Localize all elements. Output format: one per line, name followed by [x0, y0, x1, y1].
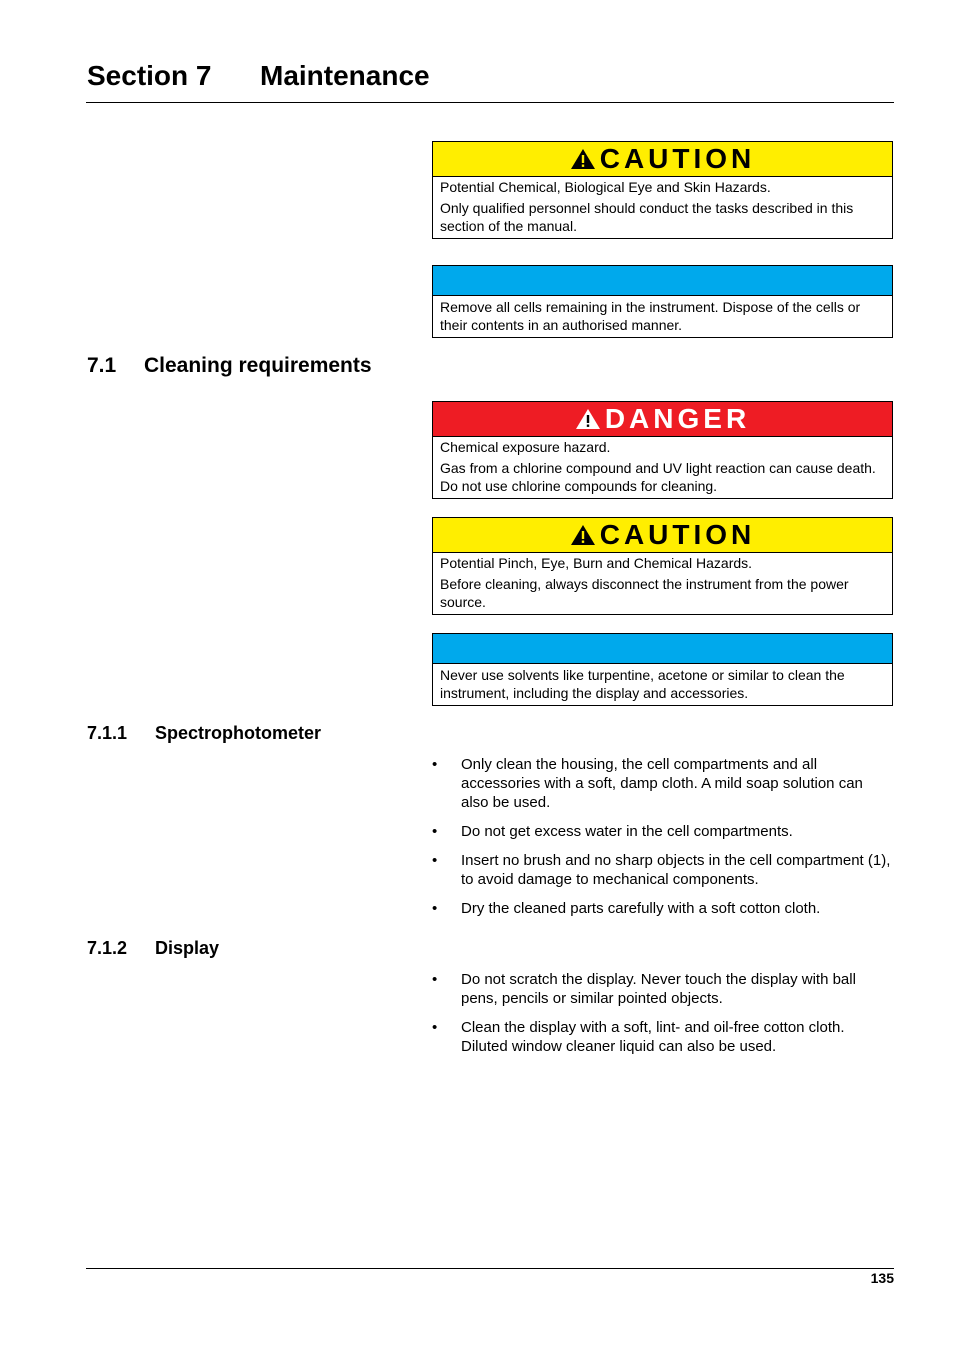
caution-box-cleaning: [432, 517, 893, 615]
header-rule: [86, 102, 894, 103]
list-item: • Do not scratch the display. Never touch the display with ball pens, pencils or similar pointed objects.: [432, 971, 856, 1007]
caution-box-general: [432, 141, 893, 239]
section-name: Maintenance: [260, 60, 430, 91]
notice-box-cells: [432, 265, 893, 338]
danger-hazard: Chemical exposure hazard.: [440, 439, 611, 455]
caution-header: [433, 518, 892, 553]
warning-triangle-icon: [570, 148, 596, 170]
caution-header: [433, 142, 892, 177]
display-bullet-list: [432, 970, 894, 1066]
footer-rule: [86, 1268, 894, 1269]
warning-triangle-icon: [575, 408, 601, 430]
list-item: • Dry the cleaned parts carefully with a soft cotton cloth.: [432, 900, 821, 917]
danger-header: [433, 402, 892, 437]
page-title: [87, 60, 430, 92]
danger-box-chlorine: [432, 401, 893, 499]
page-number: 135: [870, 1270, 894, 1286]
warning-triangle-icon: [570, 524, 596, 546]
list-item: • Do not get excess water in the cell compartments.: [432, 823, 793, 840]
caution-instruction: Before cleaning, always disconnect the instrument from the power source.: [440, 576, 849, 610]
caution-instruction: Only qualified personnel should conduct the tasks described in this section of the manual.: [440, 200, 854, 234]
heading-spectrophotometer: 7.1.1 Spectrophotometer: [87, 723, 322, 743]
spectro-bullet-list: [432, 755, 894, 928]
danger-instruction: Gas from a chlorine compound and UV light reaction can cause death. Do not use chlorine compounds for cleaning.: [440, 460, 876, 494]
heading-cleaning-requirements: 7.1 Cleaning requirements: [87, 354, 372, 377]
caution-signal-word: CAUTION: [599, 143, 756, 174]
danger-signal-word: DANGER: [604, 403, 751, 434]
caution-hazard: Potential Chemical, Biological Eye and Skin Hazards.: [440, 179, 771, 195]
list-item: • Only clean the housing, the cell compartments and all accessories with a soft, damp cloth. A mild soap solution can also be used.: [432, 756, 863, 811]
list-item: • Clean the display with a soft, lint- and oil-free cotton cloth. Diluted window cleaner liquid can also be used.: [432, 1019, 845, 1055]
notice-header: [433, 634, 892, 664]
notice-box-solvents: [432, 633, 893, 706]
caution-signal-word: CAUTION: [599, 519, 756, 550]
list-item: • Insert no brush and no sharp objects in the cell compartment (1), to avoid damage to mechanical components.: [432, 852, 891, 888]
notice-text: Never use solvents like turpentine, acetone or similar to clean the instrument, including the display and accessories.: [440, 667, 845, 701]
caution-hazard: Potential Pinch, Eye, Burn and Chemical Hazards.: [440, 555, 753, 571]
notice-header: [433, 266, 892, 296]
notice-text: Remove all cells remaining in the instrument. Dispose of the cells or their contents in an authorised manner.: [440, 299, 861, 333]
section-number: Section 7: [87, 60, 212, 91]
heading-display: 7.1.2 Display: [87, 938, 220, 958]
